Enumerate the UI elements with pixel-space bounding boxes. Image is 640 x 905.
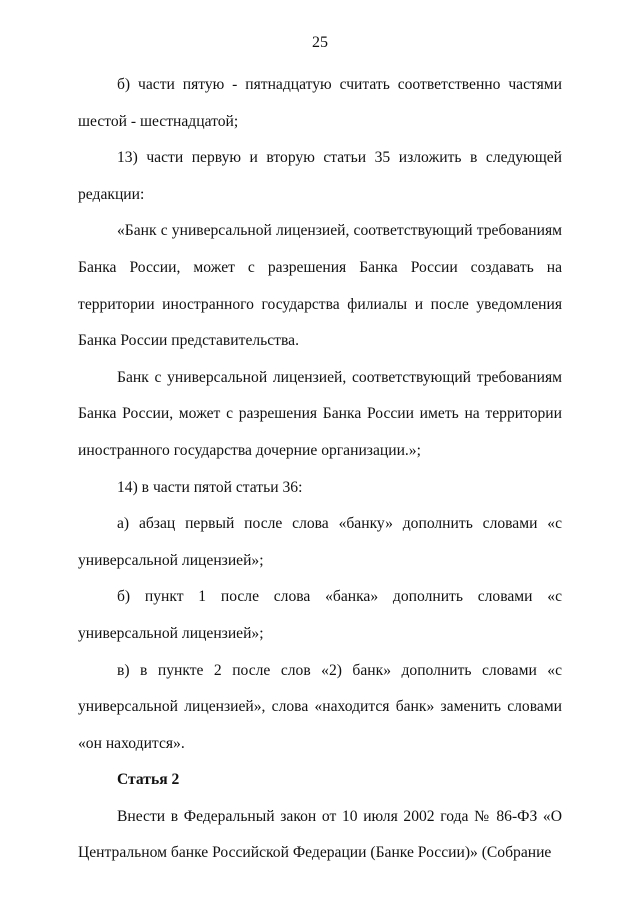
article-2-heading: Статья 2 [117,771,180,789]
page-number: 25 [312,34,328,51]
paragraph-part-b-renumber: б) части пятую - пятнадцатую считать соответственно частями шестой - шестнадцатой; [78,76,562,130]
paragraph-item-14: 14) в части пятой статьи 36: [117,478,303,496]
paragraph-article-2-intro: Внести в Федеральный закон от 10 июля 2002 года № 86-ФЗ «О Центральном банке Российской Федерации (Банке России)» (Собрание [78,807,562,862]
document-body [78,67,562,872]
paragraph-subitem-a: а) абзац первый после слова «банку» дополнить словами «с универсальной лицензией»; [78,515,562,569]
paragraph-quote-subsidiaries: Банк с универсальной лицензией, соответствующий требованиям Банка России, может с разрешения Банка России иметь на территории иностранного государства дочерние организации.»; [78,368,562,459]
paragraph-item-13: 13) части первую и вторую статьи 35 изложить в следующей редакции: [78,149,562,203]
paragraph-subitem-b: б) пункт 1 после слова «банка» дополнить словами «с универсальной лицензией»; [78,588,562,642]
paragraph-subitem-v: в) в пункте 2 после слов «2) банк» дополнить словами «с универсальной лицензией», слова «находится банк» заменить словами «он находится». [78,661,562,752]
paragraph-quote-branches: «Банк с универсальной лицензией, соответствующий требованиям Банка России, может с разрешения Банка России создавать на территории иностранного государства филиалы и после уведомления Банка России представительства. [78,222,562,350]
